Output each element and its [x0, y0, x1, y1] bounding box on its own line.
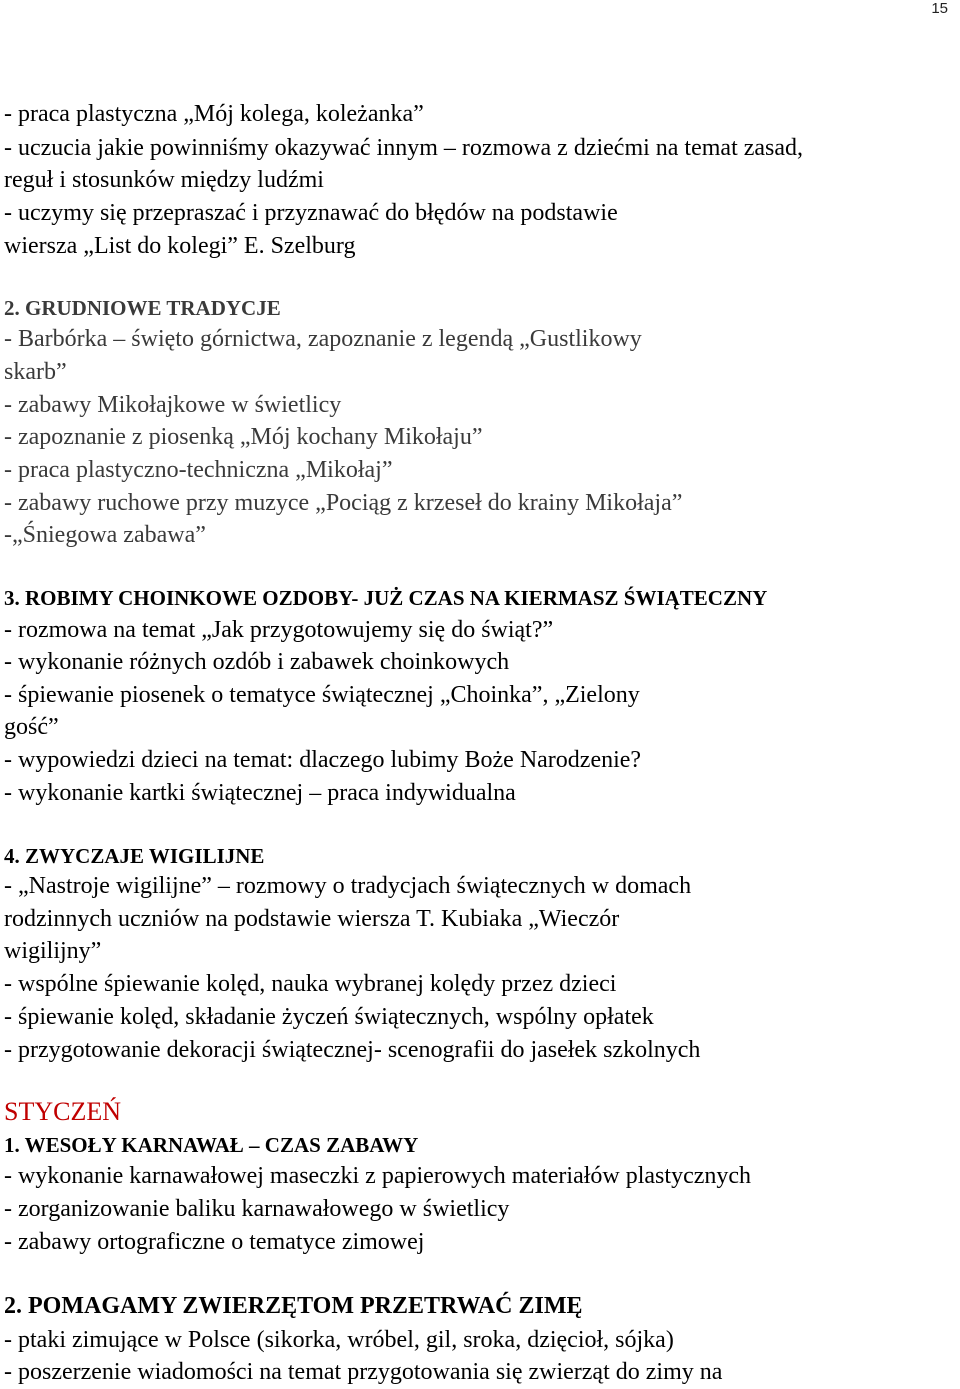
text-line: - śpiewanie kolęd, składanie życzeń świątecznych, wspólny opłatek: [4, 1004, 654, 1030]
text-line: - Barbórka – święto górnictwa, zapoznanie z legendą „Gustlikowy: [4, 326, 642, 352]
text-line: - ptaki zimujące w Polsce (sikorka, wróbel, gil, sroka, dzięcioł, sójka): [4, 1327, 674, 1353]
text-line: rodzinnych uczniów na podstawie wiersza T. Kubiaka „Wieczór: [4, 906, 620, 932]
text-line: skarb”: [4, 359, 67, 385]
text-line: wigilijny”: [4, 938, 102, 964]
text-line: - wspólne śpiewanie kolęd, nauka wybranej kolędy przez dzieci: [4, 971, 617, 997]
section-heading: 2. POMAGAMY ZWIERZĘTOM PRZETRWAĆ ZIMĘ: [4, 1293, 583, 1319]
text-line: - poszerzenie wiadomości na temat przygotowania się zwierząt do zimy na: [4, 1359, 723, 1385]
page-number: 15: [931, 0, 948, 17]
text-line: wiersza „List do kolegi” E. Szelburg: [4, 233, 356, 259]
section-heading: 4. ZWYCZAJE WIGILIJNE: [4, 844, 265, 868]
text-line: - wykonanie karnawałowej maseczki z papierowych materiałów plastycznych: [4, 1163, 752, 1189]
text-line: - przygotowanie dekoracji świątecznej- scenografii do jasełek szkolnych: [4, 1037, 701, 1063]
month-heading: STYCZEŃ: [4, 1097, 121, 1126]
text-line: - uczucia jakie powinniśmy okazywać innym – rozmowa z dziećmi na temat zasad,: [4, 135, 804, 161]
text-line: - wykonanie kartki świątecznej – praca indywidualna: [4, 780, 516, 806]
text-line: -„Śniegowa zabawa”: [4, 522, 206, 548]
text-line: - praca plastyczno-techniczna „Mikołaj”: [4, 457, 393, 483]
text-line: gość”: [4, 714, 59, 740]
text-line: - „Nastroje wigilijne” – rozmowy o tradycjach świątecznych w domach: [4, 873, 692, 899]
text-line: - wykonanie różnych ozdób i zabawek choinkowych: [4, 649, 510, 675]
section-heading: 3. ROBIMY CHOINKOWE OZDOBY- JUŻ CZAS NA KIERMASZ ŚWIĄTECZNY: [4, 586, 768, 610]
text-line: reguł i stosunków między ludźmi: [4, 167, 324, 193]
text-line: - zorganizowanie baliku karnawałowego w świetlicy: [4, 1196, 510, 1222]
text-line: - zabawy Mikołajkowe w świetlicy: [4, 392, 342, 418]
text-line: - śpiewanie piosenek o tematyce świątecznej „Choinka”, „Zielony: [4, 682, 640, 708]
text-line: - wypowiedzi dzieci na temat: dlaczego lubimy Boże Narodzenie?: [4, 747, 642, 773]
section-heading: 1. WESOŁY KARNAWAŁ – CZAS ZABAWY: [4, 1133, 419, 1157]
text-line: - zapoznanie z piosenką „Mój kochany Mikołaju”: [4, 424, 483, 450]
text-line: - uczymy się przepraszać i przyznawać do błędów na podstawie: [4, 200, 618, 226]
text-line: - rozmowa na temat „Jak przygotowujemy się do świąt?”: [4, 617, 554, 643]
text-line: - zabawy ortograficzne o tematyce zimowej: [4, 1229, 425, 1255]
section-heading: 2. GRUDNIOWE TRADYCJE: [4, 296, 281, 320]
text-line: - praca plastyczna „Mój kolega, koleżanka”: [4, 101, 424, 127]
text-line: - zabawy ruchowe przy muzyce „Pociąg z krzeseł do krainy Mikołaja”: [4, 490, 683, 516]
